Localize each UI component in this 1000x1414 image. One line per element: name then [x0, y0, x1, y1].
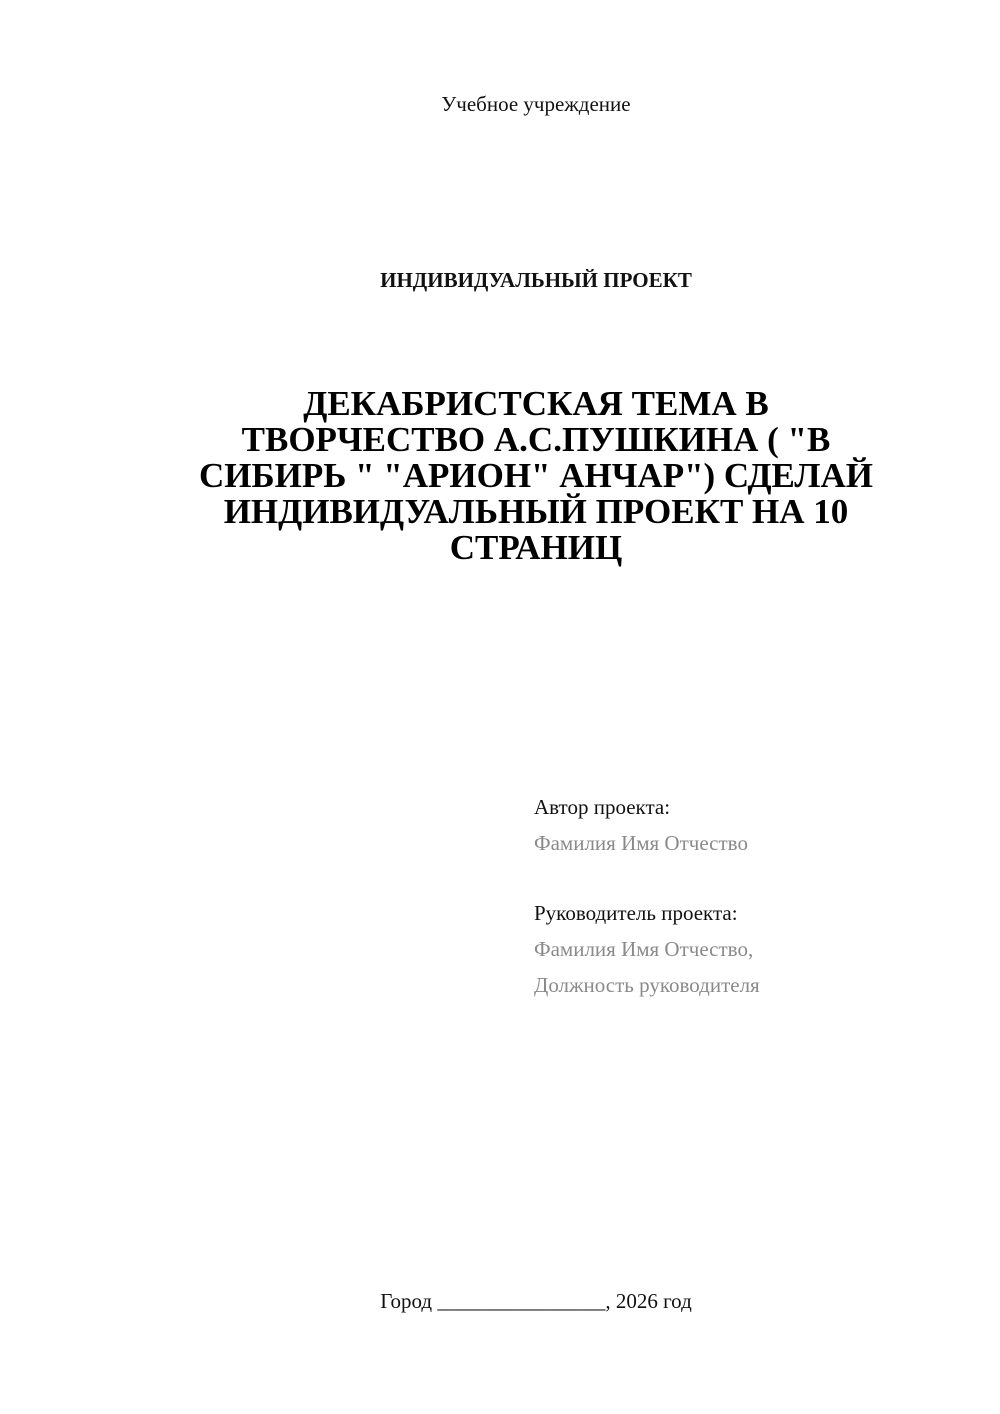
city-year-line: [0, 1289, 1000, 1314]
project-title-line: ДЕКАБРИСТСКАЯ ТЕМА В: [303, 384, 769, 423]
credits-block: [534, 789, 974, 1003]
project-title-line: ТВОРЧЕСТВО А.С.ПУШКИНА ( "В: [241, 420, 831, 459]
spacer: [534, 861, 974, 895]
author-label: Автор проекта:: [534, 795, 671, 819]
project-title: [140, 386, 932, 566]
supervisor-label: Руководитель проекта:: [534, 901, 738, 925]
project-title-line: СТРАНИЦ: [449, 528, 623, 567]
supervisor-position: Должность руководителя: [534, 973, 760, 997]
project-type-heading: ИНДИВИДУАЛЬНЫЙ ПРОЕКТ: [380, 268, 692, 292]
city-label: Город: [380, 1289, 433, 1313]
project-title-line: ИНДИВИДУАЛЬНЫЙ ПРОЕКТ НА 10: [223, 492, 849, 531]
project-title-line: СИБИРЬ " "АРИОН" АНЧАР") СДЕЛАЙ: [198, 456, 873, 495]
author-name: Фамилия Имя Отчество: [534, 831, 748, 855]
year-label: , 2026 год: [605, 1289, 692, 1313]
city-blank: ________________: [437, 1289, 606, 1313]
supervisor-name: Фамилия Имя Отчество,: [534, 937, 754, 961]
institution-name: Учебное учреждение: [441, 92, 631, 116]
